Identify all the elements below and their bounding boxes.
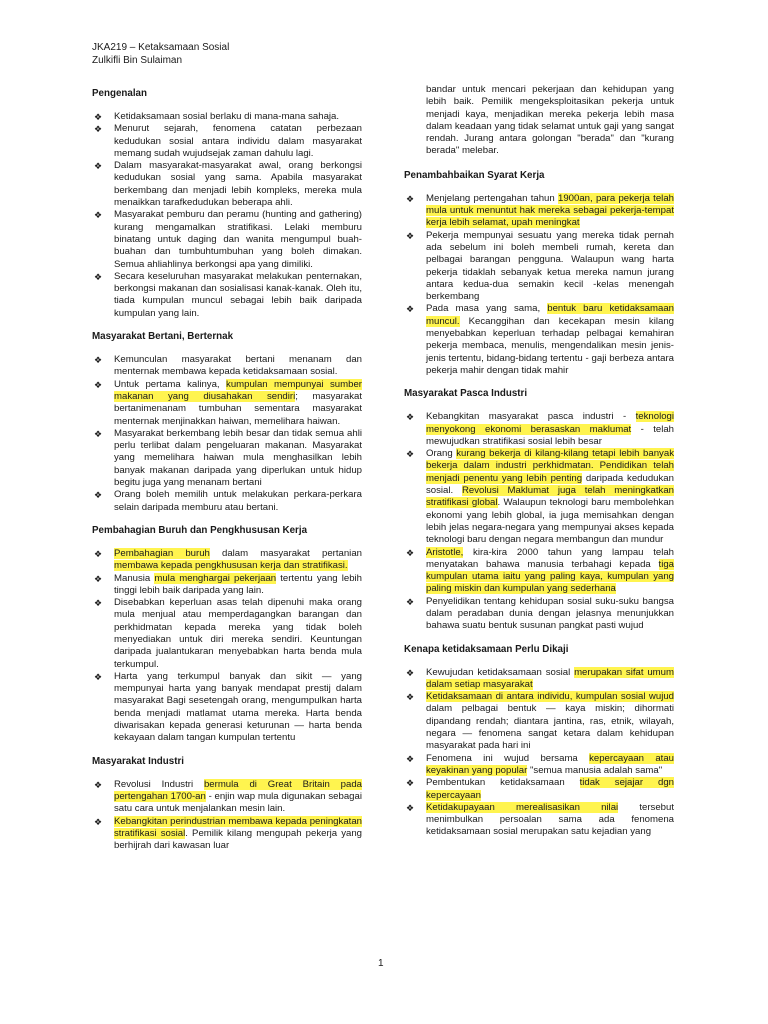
- section-penambahbaikan-syarat-kerja: [404, 170, 674, 377]
- bullet-item: [404, 547, 674, 596]
- diamond-bullet-icon: ❖: [94, 671, 103, 682]
- section-masyarakat-industri: [92, 756, 362, 853]
- body-text: Ketidaksamaan sosial berlaku di mana-mana sahaja.: [114, 111, 340, 122]
- body-text: Manusia: [114, 572, 155, 584]
- diamond-bullet-icon: ❖: [406, 412, 415, 423]
- diamond-bullet-icon: ❖: [406, 596, 415, 607]
- right-column: [404, 84, 674, 850]
- diamond-bullet-icon: ❖: [94, 428, 103, 439]
- body-text: . Pemilik kilang mengupah pekerja yang berhijrah dari kawasan luar: [114, 827, 363, 852]
- highlighted-text: merupakan sifat umum dalam setiap masyarakat: [426, 666, 674, 690]
- diamond-bullet-icon: ❖: [94, 779, 103, 790]
- body-text: tersebut menimbulkan persoalan sama ada fenomena ketidaksamaan sosial merupakan satu kejadian yang: [426, 801, 674, 838]
- diamond-bullet-icon: ❖: [94, 124, 103, 135]
- body-text: Disebabkan keperluan asas telah dipenuhi maka orang mula menjual atau memperdagangkan barangan dan perkhidmatan kepada mereka yang tidak boleh menyediakan untuk diri mereka sendiri. Keuntungan daripada jualantukaran menyebabkan harta benda mula terkumpul.: [114, 597, 362, 670]
- highlighted-text: bermula di Great Britain pada pertengahan 1700-an: [114, 778, 362, 802]
- body-text: Fenomena ini wujud bersama: [426, 752, 590, 764]
- body-text: Secara keseluruhan masyarakat melakukan penternakan, berkongsi makanan dan sosialisasi kanak-kanak. Oleh itu, tiada kumpulan muncul sebagai lebih baik daripada kumpulan yang lain.: [114, 270, 362, 319]
- bullet-item: [92, 597, 362, 671]
- body-text: Kebangkitan masyarakat pasca industri -: [426, 411, 636, 423]
- bullet-item: [404, 230, 674, 304]
- body-text: Pekerja mempunyai sesuatu yang mereka tidak pernah ada sebelum ini boleh membeli rumah, kereta dan pelbagai barangan pengguna. Walaupun wang harta pekerja tidaklah sebanyak ketua mereka namun jurang antara kedua-dua semakin kecil -kelas menengah berkembang: [426, 229, 674, 303]
- continuation-paragraph: bandar untuk mencari pekerjaan dan kehidupan yang lebih baik. Pemilik mengeksploitasikan pekerja untuk menjadi kaya, menjadikan mereka pekerja lebih masa dalam keadaan yang tidak selamat untuk gaji yang sangat rendah. Jurang antara golongan "berada" dan "kurang berada" melebar.: [426, 84, 674, 157]
- section-heading: Penambahbaikan Syarat Kerja: [404, 169, 545, 181]
- highlighted-text: kurang bekerja di kilang-kilang tetapi lebih banyak bekerja dalam industri perkhidmatan. Pendidikan telah menjadi penentu yang lebih penting: [426, 448, 674, 484]
- highlighted-text: teknologi menyokong ekonomi berasaskan maklumat: [426, 411, 674, 435]
- bullet-item: [92, 489, 362, 514]
- body-text: Untuk pertama kalinya,: [114, 378, 227, 390]
- highlighted-text: kepercayaan atau keyakinan yang popular: [426, 752, 674, 776]
- left-column: [92, 88, 362, 863]
- body-text: dalam pelbagai bentuk — kaya miskin; dihormati dipandang rendah; diantara jantina, ras, etnik, wilayah, negara — fenomena sangat ketara dalam kehidupan masyarakat pada hari ini: [426, 703, 674, 752]
- section-kenapa-ketidaksamaan-perlu-dikaji: [404, 644, 674, 839]
- bullet-item: [92, 779, 362, 816]
- section-pembahagian-buruh-dan-pengkhususan-kerja: [92, 525, 362, 745]
- body-text: Pada masa yang sama,: [426, 303, 548, 315]
- body-text: - enjin wap mula digunakan sebagai satu cara untuk menjalankan mesin lain.: [114, 790, 362, 815]
- page-number: 1: [378, 958, 384, 969]
- body-text: ; masyarakat bertanimenanam tumbuhan sementara masyarakat menternak menjinakkan haiwan, memelihara haiwan.: [114, 390, 363, 427]
- diamond-bullet-icon: ❖: [406, 778, 415, 789]
- section-pengenalan: [92, 88, 362, 320]
- bullet-item: [404, 448, 674, 546]
- diamond-bullet-icon: ❖: [406, 304, 415, 315]
- bullet-item: [404, 777, 674, 802]
- diamond-bullet-icon: ❖: [406, 193, 415, 204]
- bullet-item: [404, 667, 674, 692]
- bullet-item: [92, 160, 362, 209]
- highlighted-text: tiga kumpulan utama iaitu yang paling kaya, kumpulan yang paling miskin dan kumpulan yang sederhana: [426, 558, 674, 595]
- section-masyarakat-pasca-industri: [404, 388, 674, 632]
- diamond-bullet-icon: ❖: [94, 161, 103, 172]
- diamond-bullet-icon: ❖: [406, 692, 415, 703]
- body-text: tertentu yang lebih tinggi lebih baik daripada yang lain.: [114, 572, 363, 596]
- diamond-bullet-icon: ❖: [406, 230, 415, 241]
- highlighted-text: kumpulan mempunyai sumber makanan yang diusahakan sendiri: [114, 378, 363, 402]
- diamond-bullet-icon: ❖: [406, 547, 415, 558]
- section-heading: Kenapa ketidaksamaan Perlu Dikaji: [404, 643, 569, 655]
- bullet-item: [92, 354, 362, 379]
- section-masyarakat-bertani-berternak: [92, 331, 362, 514]
- bullet-item: [404, 411, 674, 448]
- diamond-bullet-icon: ❖: [406, 753, 415, 764]
- bullet-item: [92, 379, 362, 428]
- diamond-bullet-icon: ❖: [94, 112, 103, 122]
- document-header: [92, 42, 229, 67]
- section-heading: Masyarakat Pasca Industri: [404, 388, 528, 400]
- body-text: Menjelang pertengahan tahun: [426, 192, 558, 204]
- body-text: Orang boleh memilih untuk melakukan perkara-perkara selain daripada memburu atau bertani.: [114, 489, 362, 513]
- author-name: Zulkifli Bin Sulaiman: [92, 54, 183, 66]
- body-text: dalam masyarakat pertanian: [209, 547, 362, 559]
- highlighted-text: Ketidaksamaan di antara individu, kumpulan sosial wujud: [426, 691, 674, 703]
- body-text: daripada kedudukan sosial.: [426, 472, 674, 497]
- body-text: . Walaupun teknologi baru membolehkan ekonomi yang lebih global, ia juga memisahkan dengan lebih jelas negara-negara yang mempunyai akses kepada teknologi baru dengan negara membangun dan mundur: [426, 497, 674, 546]
- body-text: Revolusi Industri: [114, 778, 204, 790]
- highlighted-text: 1900an, para pekerja telah mula untuk menuntut hak mereka sebagai pekerja-tempat kerja lebih selamat, upah meningkat: [426, 192, 674, 229]
- bullet-item: [404, 802, 674, 839]
- body-text: - telah mewujudkan stratifikasi sosial lebih besar: [426, 423, 674, 447]
- bullet-item: [404, 753, 674, 778]
- highlighted-text: Kebangkitan perindustrian membawa kepada peningkatan stratifikasi sosial: [114, 815, 362, 839]
- bullet-item: [92, 671, 362, 745]
- right-sections: [404, 170, 674, 839]
- highlighted-text: Aristotle,: [426, 546, 464, 558]
- bullet-item: [404, 303, 674, 377]
- diamond-bullet-icon: ❖: [94, 548, 103, 559]
- course-title: JKA219 – Ketaksamaan Sosial: [92, 42, 230, 53]
- body-text: Harta yang terkumpul banyak dan sikit — yang mempunyai harta yang banyak mendapat prestij dalam masyarakat Bagi sesetengah orang, mengumpulkan harta benda menjadi matlamat utama mereka. Harta benda diwarisakan kepada generasi keturunan — harta benda kekayaan dalam tangan kumpulan tertentu: [114, 670, 362, 744]
- bullet-item: [92, 816, 362, 853]
- body-text: Menurut sejarah, fenomena catatan perbezaan kedudukan sosial antara individu dalam masyarakat memang sudah wujudsejak zaman dahulu lagi.: [114, 123, 362, 159]
- section-heading: Masyarakat Bertani, Berternak: [92, 331, 234, 343]
- highlighted-text: Pembahagian buruh: [114, 547, 210, 559]
- body-text: Orang: [426, 448, 457, 460]
- bullet-item: [92, 209, 362, 270]
- highlighted-text: membawa kepada pengkhususan kerja dan stratifikasi.: [114, 560, 348, 572]
- body-text: Kemunculan masyarakat bertani menanam dan menternak membawa kepada ketidaksamaan sosial.: [114, 354, 362, 378]
- bullet-item: [92, 548, 362, 573]
- section-heading: Pembahagian Buruh dan Pengkhususan Kerja: [92, 524, 308, 536]
- body-text: kira-kira 2000 tahun yang lampau telah menyatakan bahawa manusia terbahagi kepada: [426, 546, 674, 570]
- body-text: Penyelidikan tentang kehidupan sosial suku-suku bangsa dalam peradaban dunia dengan jelasnya menunjukkan bahawa suatu bentuk susunan pangkat pasti wujud: [426, 595, 674, 632]
- diamond-bullet-icon: ❖: [406, 449, 415, 460]
- bullet-list: [404, 193, 674, 377]
- diamond-bullet-icon: ❖: [94, 271, 103, 282]
- bullet-item: [92, 428, 362, 489]
- bullet-item: [92, 123, 362, 160]
- bullet-list: [404, 667, 674, 839]
- bullet-item: [92, 111, 362, 123]
- bullet-item: [404, 691, 674, 752]
- highlighted-text: mula menghargai pekerjaan: [154, 572, 277, 584]
- diamond-bullet-icon: ❖: [94, 816, 103, 827]
- highlighted-text: Revolusi Maklumat juga telah meningkatkan stratifikasi global: [426, 485, 675, 509]
- body-text: Masyarakat berkembang lebih besar dan tidak semua ahli perlu terlibat dalam pengeluaran makanan. Masyarakat yang memelihara haiwan mula menghasilkan lebih banyak makanan daripada yang diperlukan untuk hidup begitu juga yang menanam bertani: [114, 427, 362, 489]
- diamond-bullet-icon: ❖: [94, 598, 103, 609]
- bullet-item: [404, 193, 674, 230]
- highlighted-text: tidak sejajar dgn kepercayaan: [426, 777, 674, 801]
- bullet-item: [92, 573, 362, 598]
- bullet-item: [92, 271, 362, 320]
- diamond-bullet-icon: ❖: [94, 210, 103, 221]
- bullet-list: [92, 354, 362, 514]
- diamond-bullet-icon: ❖: [94, 573, 103, 584]
- bullet-list: [92, 779, 362, 853]
- section-heading: Masyarakat Industri: [92, 755, 185, 767]
- body-text: Kewujudan ketidaksamaan sosial: [426, 666, 575, 678]
- diamond-bullet-icon: ❖: [406, 667, 415, 678]
- diamond-bullet-icon: ❖: [94, 355, 103, 366]
- diamond-bullet-icon: ❖: [406, 802, 415, 813]
- bullet-list: [92, 111, 362, 320]
- highlighted-text: Ketidakupayaan merealisasikan nilai: [426, 801, 619, 813]
- diamond-bullet-icon: ❖: [94, 490, 103, 501]
- body-text: Dalam masyarakat-masyarakat awal, orang berkongsi kedudukan sosial yang sama. Apabila masyarakat berkembang dan menjadi lebih kompleks, mereka mula menaikkan tarafkedudukan beberapa ahli.: [114, 160, 362, 209]
- body-text: Kecanggihan dan kecekapan mesin kilang menyebabkan keperluan terhadap pelbagai kemahiran pekerja membaca, menulis, mengendalikan mesin jenis-jenis tertentu, bidang-bidang tertentu - gaji berbeza antara pekerja mahir dengan tidak mahir: [426, 315, 674, 376]
- bullet-list: [92, 548, 362, 745]
- body-text: Masyarakat pemburu dan peramu (hunting and gathering) kurang mengamalkan stratifikasi. Lelaki memburu binatang untuk daging dan wanita mengumpul buah-buahan dan tumbuhtumbuhan yang boleh dimakan. Semua ahliahlinya berkongsi apa yang dimiliki.: [114, 209, 362, 270]
- body-text: Pembentukan ketidaksamaan: [426, 777, 580, 789]
- bullet-list: [404, 411, 674, 632]
- diamond-bullet-icon: ❖: [94, 379, 103, 390]
- bullet-item: [404, 596, 674, 633]
- section-heading: Pengenalan: [92, 88, 147, 99]
- body-text: "semua manusia adalah sama": [527, 764, 663, 776]
- highlighted-text: bentuk baru ketidaksamaan muncul.: [426, 303, 674, 327]
